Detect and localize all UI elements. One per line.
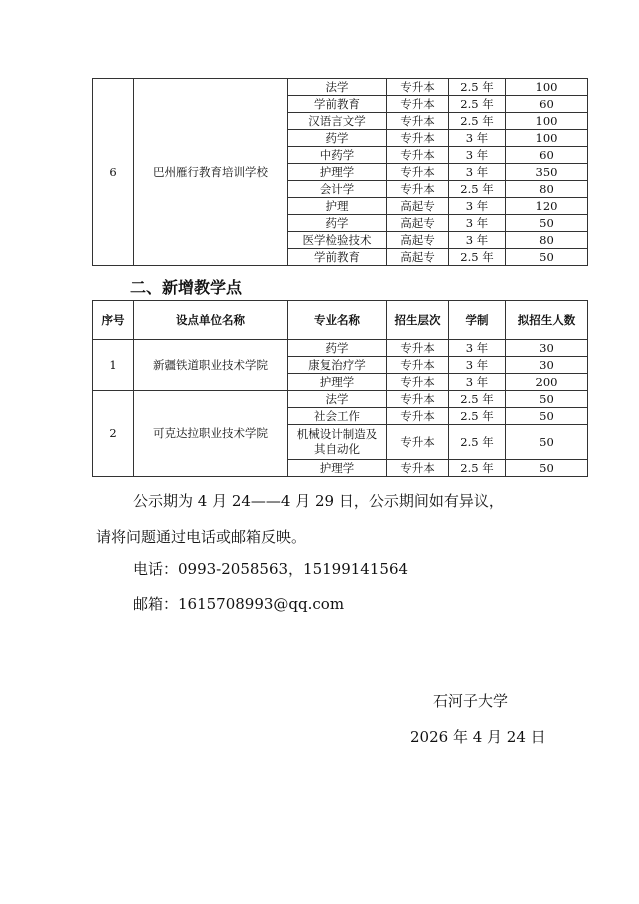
level-cell: 专升本 (387, 340, 449, 357)
level-cell: 专升本 (387, 391, 449, 408)
count-cell: 100 (506, 113, 588, 130)
signature-date: 2026 年 4 月 24 日 (410, 728, 546, 746)
duration-cell: 3 年 (449, 232, 506, 249)
notice-period-text: 公示期为 4 月 24——4 月 29 日，公示期间如有异议， (133, 492, 504, 510)
major-cell: 护理学 (288, 164, 387, 181)
major-cell: 康复治疗学 (288, 357, 387, 374)
duration-cell: 2.5 年 (449, 425, 506, 460)
major-cell: 法学 (288, 79, 387, 96)
count-cell: 120 (506, 198, 588, 215)
duration-cell: 2.5 年 (449, 249, 506, 266)
level-cell: 专升本 (387, 113, 449, 130)
level-cell: 专升本 (387, 181, 449, 198)
level-cell: 专升本 (387, 79, 449, 96)
major-cell: 药学 (288, 215, 387, 232)
major-cell: 学前教育 (288, 249, 387, 266)
new-teaching-sites-table (92, 300, 588, 477)
count-cell: 100 (506, 79, 588, 96)
count-cell: 60 (506, 96, 588, 113)
major-cell: 机械设计制造及其自动化 (288, 425, 387, 460)
duration-cell: 3 年 (449, 340, 506, 357)
header-level: 招生层次 (387, 301, 449, 340)
duration-cell: 2.5 年 (449, 181, 506, 198)
contact-phone: 电话：0993-2058563，15199141564 (133, 560, 409, 578)
contact-email: 邮箱：1615708993@qq.com (133, 595, 345, 613)
section-heading: 二、新增教学点 (130, 278, 243, 297)
row-number: 2 (93, 391, 134, 477)
duration-cell: 3 年 (449, 130, 506, 147)
level-cell: 高起专 (387, 198, 449, 215)
count-cell: 50 (506, 408, 588, 425)
unit-name: 新疆铁道职业技术学院 (134, 340, 288, 391)
major-cell: 护理 (288, 198, 387, 215)
duration-cell: 3 年 (449, 164, 506, 181)
count-cell: 50 (506, 460, 588, 477)
unit-name: 巴州雁行教育培训学校 (134, 79, 288, 266)
count-cell: 50 (506, 215, 588, 232)
header-count: 拟招生人数 (506, 301, 588, 340)
duration-cell: 3 年 (449, 198, 506, 215)
row-number: 1 (93, 340, 134, 391)
enrollment-table-continued (92, 78, 588, 266)
level-cell: 高起专 (387, 215, 449, 232)
duration-cell: 3 年 (449, 215, 506, 232)
major-cell: 护理学 (288, 460, 387, 477)
table-row (93, 79, 588, 96)
unit-name: 可克达拉职业技术学院 (134, 391, 288, 477)
major-cell: 医学检验技术 (288, 232, 387, 249)
duration-cell: 2.5 年 (449, 96, 506, 113)
major-cell: 药学 (288, 130, 387, 147)
table-row (93, 391, 588, 408)
duration-cell: 2.5 年 (449, 408, 506, 425)
level-cell: 高起专 (387, 232, 449, 249)
level-cell: 专升本 (387, 408, 449, 425)
count-cell: 80 (506, 232, 588, 249)
level-cell: 专升本 (387, 460, 449, 477)
level-cell: 专升本 (387, 374, 449, 391)
duration-cell: 3 年 (449, 147, 506, 164)
count-cell: 350 (506, 164, 588, 181)
level-cell: 专升本 (387, 96, 449, 113)
duration-cell: 3 年 (449, 357, 506, 374)
level-cell: 高起专 (387, 249, 449, 266)
header-major: 专业名称 (288, 301, 387, 340)
count-cell: 200 (506, 374, 588, 391)
header-duration: 学制 (449, 301, 506, 340)
level-cell: 专升本 (387, 357, 449, 374)
major-cell: 汉语言文学 (288, 113, 387, 130)
signature-org: 石河子大学 (433, 692, 509, 710)
table-row (93, 340, 588, 357)
count-cell: 80 (506, 181, 588, 198)
count-cell: 50 (506, 391, 588, 408)
level-cell: 专升本 (387, 130, 449, 147)
major-cell: 中药学 (288, 147, 387, 164)
major-cell: 学前教育 (288, 96, 387, 113)
level-cell: 专升本 (387, 147, 449, 164)
major-cell: 护理学 (288, 374, 387, 391)
duration-cell: 3 年 (449, 374, 506, 391)
duration-cell: 2.5 年 (449, 113, 506, 130)
table-header-row (93, 301, 588, 340)
duration-cell: 2.5 年 (449, 79, 506, 96)
count-cell: 30 (506, 340, 588, 357)
count-cell: 50 (506, 425, 588, 460)
count-cell: 50 (506, 249, 588, 266)
major-cell: 社会工作 (288, 408, 387, 425)
count-cell: 100 (506, 130, 588, 147)
duration-cell: 2.5 年 (449, 460, 506, 477)
major-cell: 法学 (288, 391, 387, 408)
major-cell: 会计学 (288, 181, 387, 198)
major-cell: 药学 (288, 340, 387, 357)
count-cell: 30 (506, 357, 588, 374)
count-cell: 60 (506, 147, 588, 164)
notice-feedback-text: 请将问题通过电话或邮箱反映。 (96, 528, 307, 546)
duration-cell: 2.5 年 (449, 391, 506, 408)
header-unit: 设点单位名称 (134, 301, 288, 340)
header-no: 序号 (93, 301, 134, 340)
row-number: 6 (93, 79, 134, 266)
level-cell: 专升本 (387, 164, 449, 181)
level-cell: 专升本 (387, 425, 449, 460)
